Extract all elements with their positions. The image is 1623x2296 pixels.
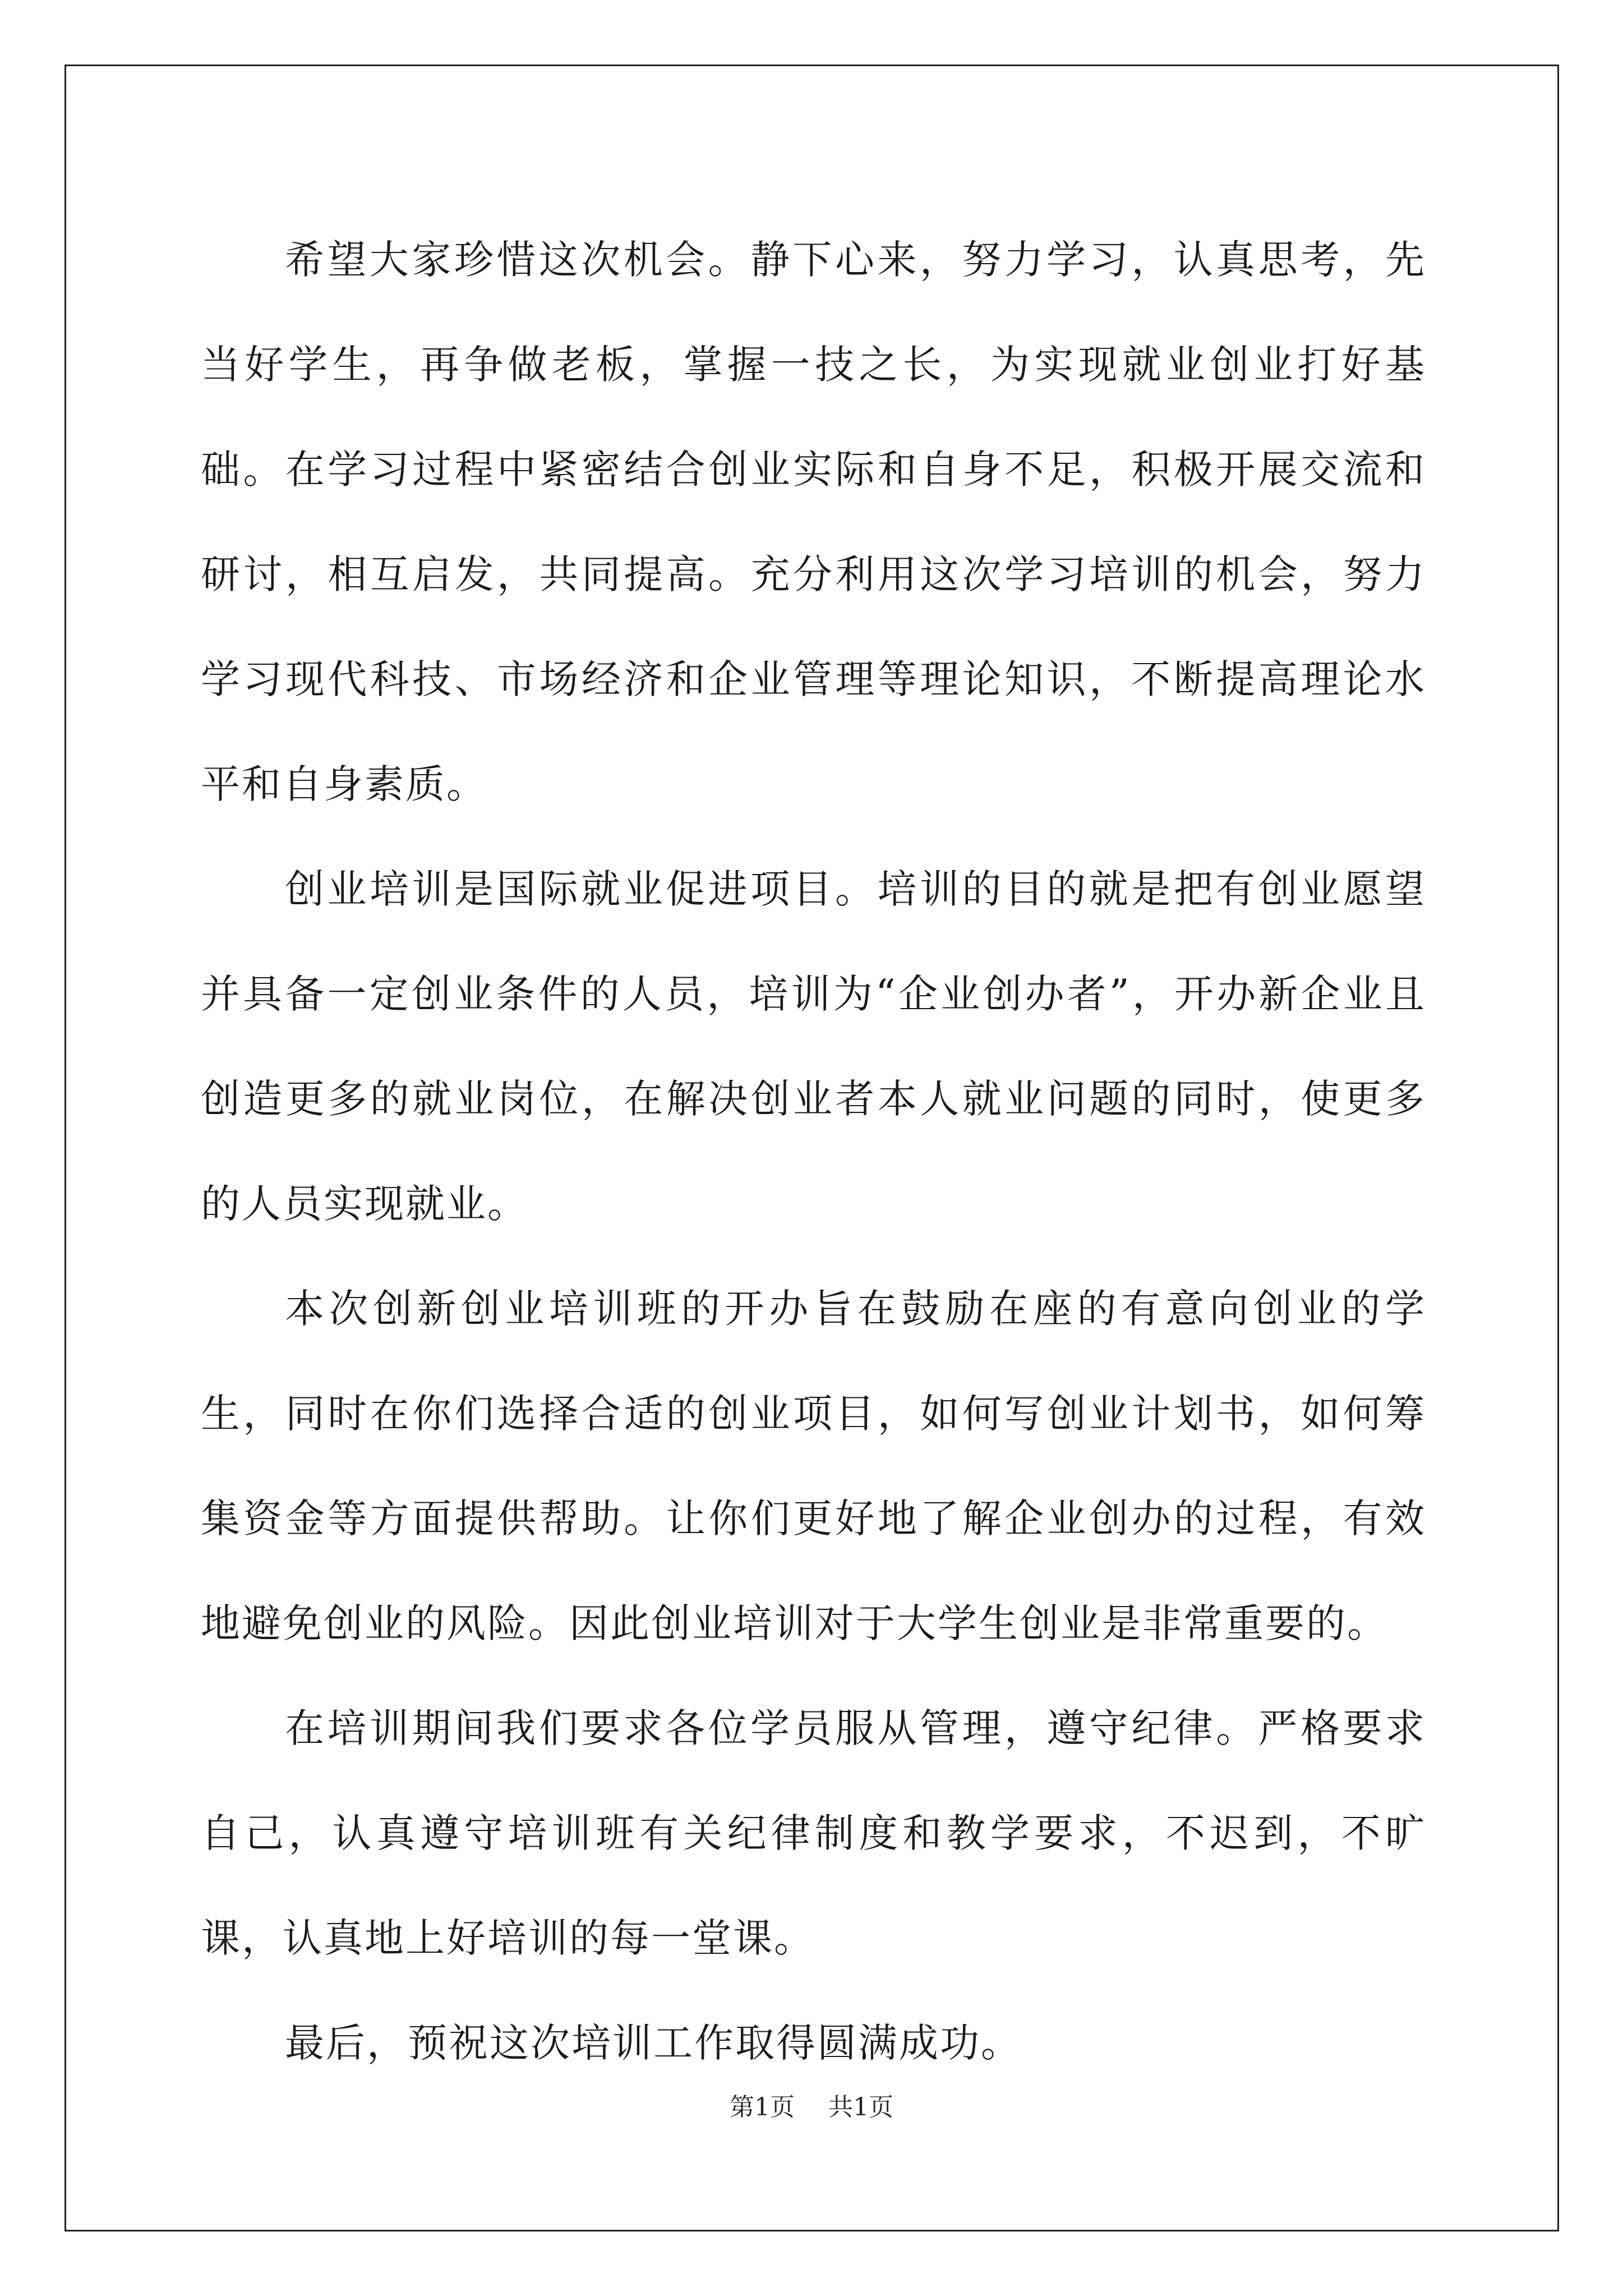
page-number-total: 共1页 <box>828 2093 893 2122</box>
paragraph: 最后，预祝这次培训工作取得圆满成功。 <box>285 2020 1022 2066</box>
paragraph: 创业培训是国际就业促进项目。培训的目的就是把有创业愿望并具备一定创业条件的人员，培训为“企业创办者”，开办新企业且创造更多的就业岗位，在解决创业者本人就业问题的同时，使更多的人员实现就业。 <box>201 866 1426 1227</box>
paragraph: 本次创新创业培训班的开办旨在鼓励在座的有意向创业的学生，同时在你们选择合适的创业项目，如何写创业计划书，如何筹集资金等方面提供帮助。让你们更好地了解企业创办的过程，有效地避免创业的风险。因此创业培训对于大学生创业是非常重要的。 <box>201 1286 1426 1646</box>
page-number-current: 第1页 <box>730 2093 795 2122</box>
page-footer <box>0 2087 1623 2123</box>
paragraph: 在培训期间我们要求各位学员服从管理，遵守纪律。严格要求自己，认真遵守培训班有关纪律制度和教学要求，不迟到，不旷课，认真地上好培训的每一堂课。 <box>201 1705 1426 1961</box>
document-body <box>201 208 1426 2096</box>
paragraph: 希望大家珍惜这次机会。静下心来，努力学习，认真思考，先当好学生，再争做老板，掌握一技之长，为实现就业创业打好基础。在学习过程中紧密结合创业实际和自身不足，积极开展交流和研讨，相互启发，共同提高。充分利用这次学习培训的机会，努力学习现代科技、市场经济和企业管理等理论知识，不断提高理论水平和自身素质。 <box>201 237 1426 807</box>
